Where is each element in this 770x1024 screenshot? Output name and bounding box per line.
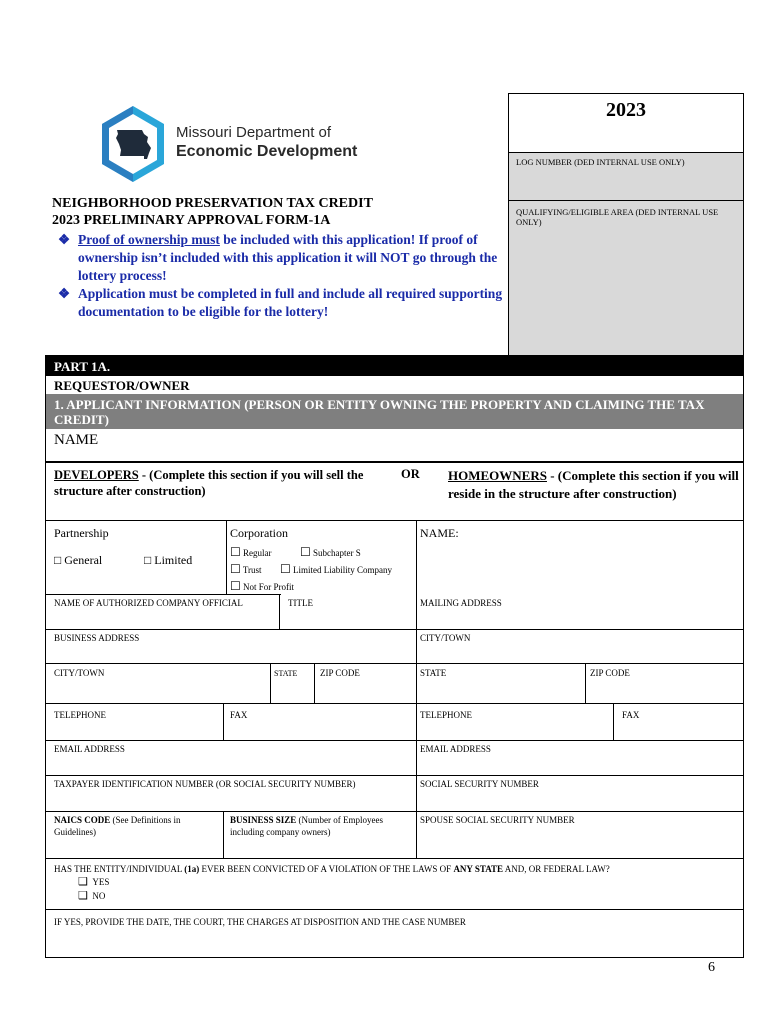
homeowner-telephone-label: TELEPHONE <box>420 710 472 720</box>
year-cell <box>509 94 743 153</box>
limited-label: Limited <box>154 553 193 567</box>
divider <box>416 775 417 811</box>
yes-checkbox[interactable] <box>78 877 109 888</box>
checkbox-icon: ❑ <box>78 876 88 888</box>
log-number-label: LOG NUMBER (DED INTERNAL USE ONLY) <box>516 157 685 167</box>
developers-label: DEVELOPERS <box>54 468 139 482</box>
diamond-bullet-icon: ❖ <box>58 232 71 247</box>
conviction-text: AND, OR FEDERAL LAW? <box>503 864 610 874</box>
divider <box>46 740 743 741</box>
divider <box>416 740 417 775</box>
divider <box>223 811 224 858</box>
business-email-label: EMAIL ADDRESS <box>54 744 125 754</box>
divider <box>46 629 743 630</box>
business-fax-label: FAX <box>230 710 248 720</box>
llc-checkbox[interactable] <box>280 562 392 577</box>
divider <box>46 858 743 859</box>
not-for-profit-label: Not For Profit <box>243 582 295 592</box>
business-city-label: CITY/TOWN <box>54 668 105 678</box>
authorized-official-label: NAME OF AUTHORIZED COMPANY OFFICIAL <box>54 598 243 608</box>
trust-checkbox[interactable] <box>230 562 262 577</box>
homeowner-name-label: NAME: <box>420 526 459 540</box>
homeowners-note: - (Complete this section if you will reside in the structure after construction) <box>448 468 739 501</box>
divider <box>416 811 417 858</box>
checkbox-icon: ☐ <box>230 562 241 576</box>
form-subtitle: 2023 PRELIMINARY APPROVAL FORM-1A <box>52 213 331 228</box>
divider <box>46 703 743 704</box>
divider <box>279 594 280 629</box>
name-label: NAME <box>54 432 99 448</box>
if-yes-label: IF YES, PROVIDE THE DATE, THE COURT, THE CHARGES AT DISPOSITION AND THE CASE NUMBER <box>54 917 466 927</box>
homeowners-label: HOMEOWNERS <box>448 468 547 483</box>
ownership-notice-emphasis: Proof of ownership must <box>78 232 220 247</box>
business-size-note: (Number of Employees including company owners) <box>230 815 384 837</box>
divider <box>416 594 417 629</box>
homeowner-city-label: CITY/TOWN <box>420 633 471 643</box>
checkbox-icon: ☐ <box>230 545 241 559</box>
requestor-label: REQUESTOR/OWNER <box>54 378 190 393</box>
llc-label: Limited Liability Company <box>293 565 393 575</box>
page-number: 6 <box>708 960 715 975</box>
homeowner-state-label: STATE <box>420 668 447 678</box>
divider <box>46 811 743 812</box>
mailing-address-label: MAILING ADDRESS <box>420 598 502 608</box>
section-1-bar <box>46 394 743 429</box>
checkbox-icon: ☐ <box>230 579 241 593</box>
business-size-heading: BUSINESS SIZE <box>230 815 297 825</box>
checkbox-icon: □ <box>54 553 62 567</box>
log-number-field[interactable] <box>509 153 743 201</box>
homeowner-fax-label: FAX <box>622 710 640 720</box>
spouse-ssn-label: SPOUSE SOCIAL SECURITY NUMBER <box>420 815 575 825</box>
subchapter-s-label: Subchapter S <box>313 548 361 558</box>
checkbox-icon: ☐ <box>300 545 311 559</box>
developers-note: - (Complete this section if you will sell the structure after construction) <box>54 468 364 498</box>
checkbox-icon: ❑ <box>78 890 88 902</box>
business-zip-label: ZIP CODE <box>320 668 360 678</box>
divider <box>270 663 271 703</box>
checkbox-icon: ☐ <box>280 562 291 576</box>
not-for-profit-checkbox[interactable] <box>230 579 294 594</box>
divider <box>46 594 281 595</box>
divider <box>314 663 315 703</box>
tin-label: TAXPAYER IDENTIFICATION NUMBER (OR SOCIAL SECURITY NUMBER) <box>54 779 356 789</box>
internal-use-box <box>508 93 744 355</box>
regular-checkbox[interactable] <box>230 545 272 560</box>
divider <box>416 520 417 594</box>
regular-label: Regular <box>243 548 272 558</box>
form-title: NEIGHBORHOOD PRESERVATION TAX CREDIT <box>52 196 373 211</box>
completeness-notice-text: Application must be completed in full and include all required supporting documentation to be eligible for the lottery! <box>78 286 503 319</box>
form-year: 2023 <box>606 99 646 121</box>
homeowner-zip-label: ZIP CODE <box>590 668 630 678</box>
logo-text-economic-development: Economic Development <box>176 143 358 160</box>
limited-checkbox[interactable] <box>144 553 192 568</box>
business-size-label <box>230 814 413 838</box>
divider <box>416 703 417 740</box>
homeowners-heading <box>448 467 740 503</box>
divider <box>46 461 743 463</box>
or-label: OR <box>401 467 420 481</box>
conviction-question <box>54 864 610 875</box>
divider <box>46 520 743 521</box>
ownership-notice <box>58 231 508 285</box>
divider <box>46 909 743 910</box>
business-telephone-label: TELEPHONE <box>54 710 106 720</box>
qualifying-area-field[interactable] <box>509 201 743 355</box>
ownership-notice-text: be included with this application! If proof of ownership isn’t included with this application it will NOT go through the lottery process! <box>78 232 498 283</box>
ssn-label: SOCIAL SECURITY NUMBER <box>420 779 539 789</box>
missouri-state-outline-icon <box>100 104 166 184</box>
applicant-form <box>45 355 744 958</box>
general-label: General <box>64 553 103 567</box>
part-header-bar <box>46 356 743 376</box>
part-label: PART 1A. <box>54 359 111 374</box>
divider <box>613 703 614 740</box>
completeness-notice <box>58 285 508 321</box>
business-state-label: STATE <box>274 669 298 678</box>
homeowner-email-label: EMAIL ADDRESS <box>420 744 491 754</box>
conviction-ref: (1a) <box>184 864 200 874</box>
naics-code-note: (See Definitions in Guidelines) <box>54 815 181 837</box>
divider <box>226 520 227 594</box>
logo-text-department: Missouri Department of <box>176 124 332 141</box>
requestor-row <box>46 376 743 394</box>
section-1-title: 1. APPLICANT INFORMATION (PERSON OR ENTITY OWNING THE PROPERTY AND CLAIMING THE TAX CREDIT) <box>54 397 705 427</box>
divider <box>46 663 743 664</box>
divider <box>585 663 586 703</box>
conviction-text: HAS THE ENTITY/INDIVIDUAL <box>54 864 185 874</box>
name-field[interactable] <box>46 429 743 461</box>
divider <box>416 663 417 703</box>
divider <box>46 775 743 776</box>
business-address-label: BUSINESS ADDRESS <box>54 633 140 643</box>
conviction-text: EVER BEEN CONVICTED OF A VIOLATION OF THE LAWS OF <box>199 864 454 874</box>
naics-code-label <box>54 814 219 838</box>
no-checkbox[interactable] <box>78 891 105 902</box>
yes-label: YES <box>92 877 110 887</box>
conviction-emphasis: ANY STATE <box>453 864 504 874</box>
no-label: NO <box>92 891 106 901</box>
divider <box>416 629 417 664</box>
diamond-bullet-icon: ❖ <box>58 286 71 301</box>
subchapter-s-checkbox[interactable] <box>300 545 361 560</box>
partnership-label: Partnership <box>54 526 109 540</box>
qualifying-area-label: QUALIFYING/ELIGIBLE AREA (DED INTERNAL USE ONLY) <box>516 207 719 227</box>
naics-code-heading: NAICS CODE <box>54 815 111 825</box>
corporation-label: Corporation <box>230 526 288 540</box>
trust-label: Trust <box>242 565 262 575</box>
divider <box>223 703 224 740</box>
checkbox-icon: □ <box>144 553 152 567</box>
general-checkbox[interactable] <box>54 553 102 568</box>
title-label: TITLE <box>288 598 313 608</box>
developers-heading <box>54 467 364 499</box>
